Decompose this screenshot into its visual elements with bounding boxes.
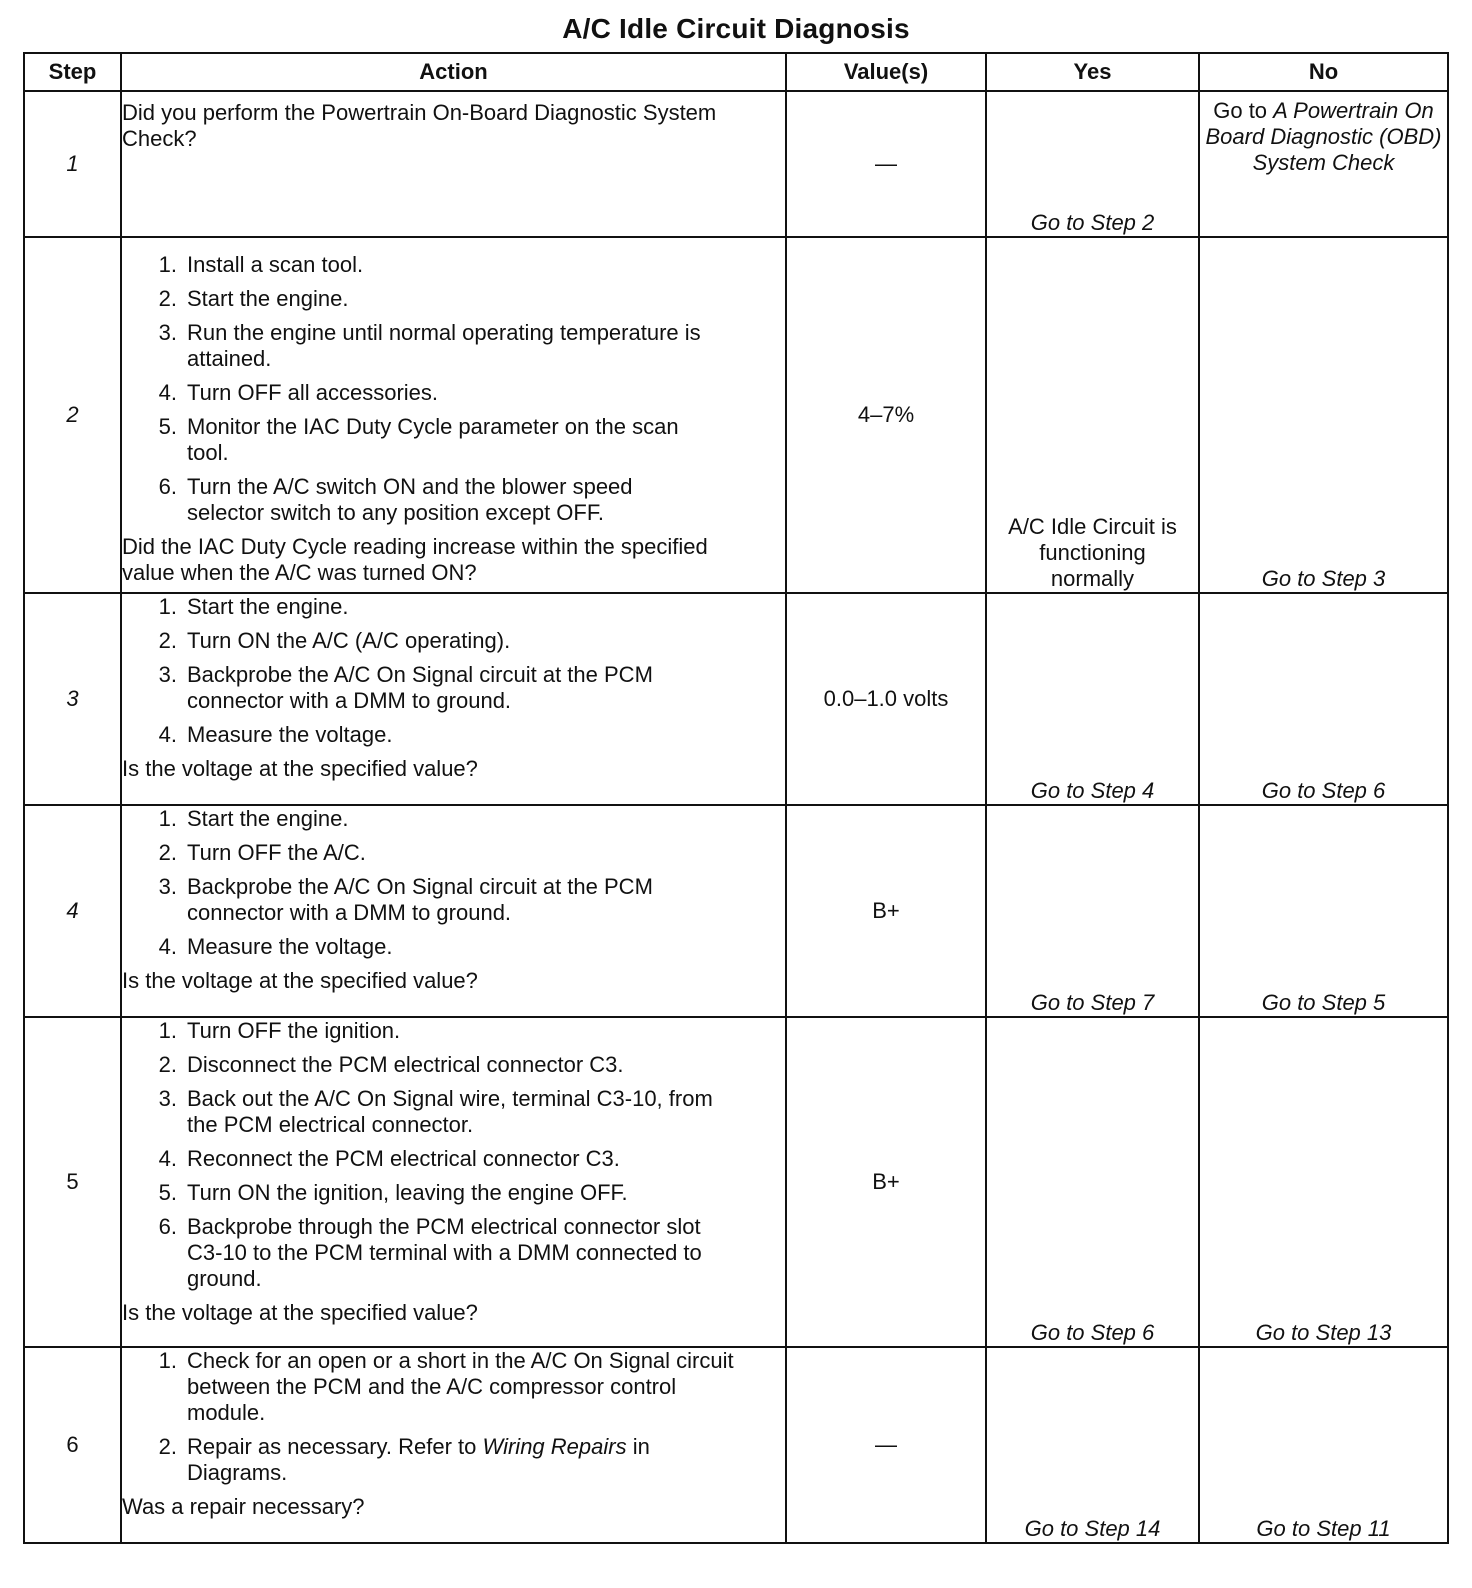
table-row — [24, 593, 1448, 805]
header-values: Value(s) — [786, 53, 986, 91]
step-number: 2 — [24, 237, 121, 593]
list-item: 3. Back out the A/C On Signal wire, terminal C3-10, from the PCM electrical connector. — [158, 1086, 713, 1137]
list-item: 5. Monitor the IAC Duty Cycle parameter on the scan tool. — [158, 414, 679, 465]
action-question: Is the voltage at the specified value? — [122, 1300, 478, 1325]
header-action: Action — [121, 53, 786, 91]
value-cell: 0.0–1.0 volts — [786, 593, 986, 805]
table-row — [24, 91, 1448, 237]
repair-text-end: in Diagrams. — [187, 1434, 650, 1485]
action-question: Is the voltage at the specified value? — [122, 968, 478, 993]
list-item: 4. Measure the voltage. — [158, 934, 393, 959]
no-reference: A Powertrain On Board Diagnostic (OBD) System Check — [1205, 98, 1442, 175]
repair-text: Repair as necessary. Refer to — [187, 1434, 477, 1459]
no-cell — [1199, 91, 1448, 237]
action-question: Was a repair necessary? — [122, 1494, 365, 1519]
list-item: 3. Backprobe the A/C On Signal circuit at the PCM connector with a DMM to ground. — [158, 874, 653, 925]
diagnosis-table — [23, 52, 1449, 1544]
list-item: 4. Measure the voltage. — [158, 722, 393, 747]
header-no: No — [1199, 53, 1448, 91]
value-cell: B+ — [786, 1017, 986, 1347]
no-cell: Go to Step 5 — [1199, 805, 1448, 1017]
action-question: Did you perform the Powertrain On-Board Diagnostic System Check? — [122, 100, 717, 151]
action-cell — [121, 593, 786, 805]
page-title: A/C Idle Circuit Diagnosis — [562, 13, 910, 44]
action-steps — [122, 1348, 785, 1486]
step-number: 6 — [24, 1347, 121, 1543]
step-number: 3 — [24, 593, 121, 805]
step-number: 1 — [24, 91, 121, 237]
yes-cell: Go to Step 4 — [986, 593, 1199, 805]
table-row — [24, 805, 1448, 1017]
list-item: 6. Backprobe through the PCM electrical connector slot C3-10 to the PCM terminal with a DMM connected to ground. — [158, 1214, 702, 1291]
action-cell — [121, 1347, 786, 1543]
list-item: 2. Start the engine. — [158, 286, 349, 311]
table-row — [24, 1347, 1448, 1543]
yes-cell: A/C Idle Circuit is functioning normally — [986, 237, 1199, 593]
list-item: 5. Turn ON the ignition, leaving the engine OFF. — [158, 1180, 628, 1205]
action-cell — [121, 91, 786, 237]
list-item: 4. Reconnect the PCM electrical connector C3. — [158, 1146, 620, 1171]
yes-cell: Go to Step 14 — [986, 1347, 1199, 1543]
action-cell — [121, 237, 786, 593]
value-cell: — — [786, 91, 986, 237]
step-number: 4 — [24, 805, 121, 1017]
no-cell: Go to Step 3 — [1199, 237, 1448, 593]
action-steps — [122, 252, 785, 526]
value-cell: 4–7% — [786, 237, 986, 593]
header-yes: Yes — [986, 53, 1199, 91]
wiring-repairs-reference: Wiring Repairs — [482, 1434, 627, 1459]
no-prefix: Go to — [1213, 98, 1268, 123]
list-item: 1. Turn OFF the ignition. — [158, 1018, 401, 1043]
table-row — [24, 237, 1448, 593]
action-steps — [122, 594, 785, 748]
list-item: 6. Turn the A/C switch ON and the blower speed selector switch to any position except OFF. — [158, 474, 633, 525]
list-item: 1. Install a scan tool. — [158, 252, 364, 277]
table-row — [24, 1017, 1448, 1347]
action-steps — [122, 806, 785, 960]
list-item: 2. Disconnect the PCM electrical connector C3. — [158, 1052, 624, 1077]
table-header-row — [24, 53, 1448, 91]
list-item: 1. Start the engine. — [158, 806, 349, 831]
yes-cell: Go to Step 7 — [986, 805, 1199, 1017]
list-item: 1. Start the engine. — [158, 594, 349, 619]
list-item: 3. Backprobe the A/C On Signal circuit at the PCM connector with a DMM to ground. — [158, 662, 653, 713]
value-cell: — — [786, 1347, 986, 1543]
list-item: 3. Run the engine until normal operating temperature is attained. — [158, 320, 701, 371]
action-steps — [122, 1018, 785, 1292]
list-item: 1. Check for an open or a short in the A/C On Signal circuit between the PCM and the A/C compressor control module. — [158, 1348, 734, 1425]
yes-cell: Go to Step 6 — [986, 1017, 1199, 1347]
no-cell: Go to Step 11 — [1199, 1347, 1448, 1543]
list-item: 2. Turn ON the A/C (A/C operating). — [158, 628, 511, 653]
action-cell — [121, 805, 786, 1017]
action-question: Is the voltage at the specified value? — [122, 756, 478, 781]
yes-cell: Go to Step 2 — [986, 91, 1199, 237]
action-cell — [121, 1017, 786, 1347]
value-cell: B+ — [786, 805, 986, 1017]
list-item: 2. Turn OFF the A/C. — [158, 840, 366, 865]
list-item: 2. Repair as necessary. Refer to Wiring Repairs in Diagrams. — [158, 1434, 650, 1485]
step-number: 5 — [24, 1017, 121, 1347]
action-question: Did the IAC Duty Cycle reading increase within the specified value when the A/C was turned ON? — [122, 534, 708, 585]
no-cell: Go to Step 6 — [1199, 593, 1448, 805]
no-cell: Go to Step 13 — [1199, 1017, 1448, 1347]
list-item: 4. Turn OFF all accessories. — [158, 380, 439, 405]
header-step: Step — [24, 53, 121, 91]
